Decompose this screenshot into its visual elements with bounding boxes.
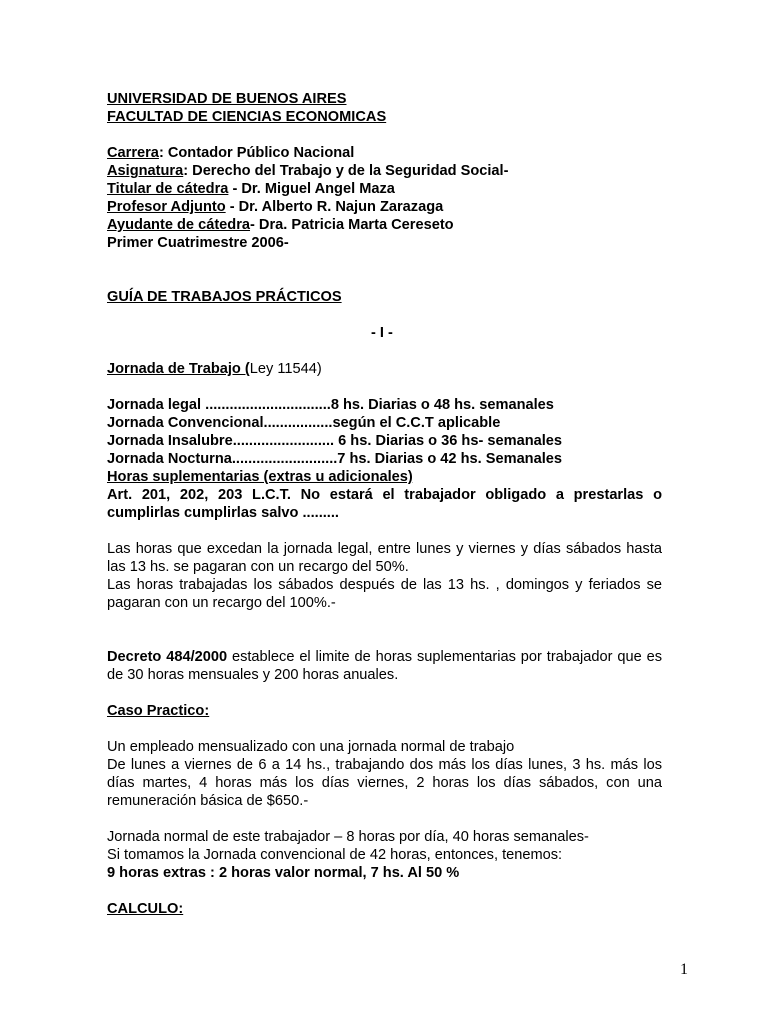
jornada-title: Jornada de Trabajo ( <box>107 361 250 377</box>
caso-normal-line: Jornada normal de este trabajador – 8 horas por día, 40 horas semanales- <box>107 829 589 845</box>
caso-title: Caso Practico: <box>107 703 210 719</box>
calculo-title: CALCULO: <box>107 901 184 917</box>
jornada-legal-line: Jornada legal ...............................8 hs. Diarias o 48 hs. semanales <box>107 397 554 413</box>
articles-paragraph: Art. 201, 202, 203 L.C.T. No estará el trabajador obligado a prestarlas o cumplirlas cumplirlas salvo ......... <box>107 487 662 521</box>
asignatura-label: Asignatura <box>107 163 184 179</box>
overtime-paragraph-1: Las horas que excedan la jornada legal, entre lunes y viernes y días sábados hasta las 13 hs. se pagaran con un recargo del 50%. <box>107 541 662 575</box>
guide-title: GUÍA DE TRABAJOS PRÁCTICOS <box>107 289 342 305</box>
caso-convencional-line: Si tomamos la Jornada convencional de 42 horas, entonces, tenemos: <box>107 847 563 863</box>
caso-extras-line: 9 horas extras : 2 horas valor normal, 7 hs. Al 50 % <box>107 865 460 881</box>
decreto-paragraph <box>107 648 662 684</box>
period-line: Primer Cuatrimestre 2006- <box>107 235 289 251</box>
titular-value: - Dr. Miguel Angel Maza <box>228 181 395 197</box>
jornada-law: Ley 11544) <box>249 361 322 377</box>
adjunto-value: - Dr. Alberto R. Najun Zarazaga <box>225 199 444 215</box>
jornada-convencional-line: Jornada Convencional.................según el C.C.T aplicable <box>107 415 501 431</box>
faculty-name: FACULTAD DE CIENCIAS ECONOMICAS <box>107 109 387 125</box>
carrera-value: : Contador Público Nacional <box>158 145 355 161</box>
jornada-title-line <box>107 360 718 378</box>
titular-line <box>107 180 718 198</box>
suplementarias-title: Horas suplementarias (extras u adicionales) <box>107 469 413 485</box>
decreto-label: Decreto 484/2000 <box>107 649 228 665</box>
asignatura-value: : Derecho del Trabajo y de la Seguridad Social- <box>183 163 509 179</box>
caso-line-1: Un empleado mensualizado con una jornada normal de trabajo <box>107 739 515 755</box>
jornada-nocturna-line: Jornada Nocturna..........................7 hs. Diarias o 42 hs. Semanales <box>107 451 563 467</box>
adjunto-line <box>107 198 718 216</box>
university-name: UNIVERSIDAD DE BUENOS AIRES <box>107 91 347 107</box>
asignatura-line <box>107 162 718 180</box>
caso-paragraph: De lunes a viernes de 6 a 14 hs., trabajando dos más los días lunes, 3 hs. más los días martes, 4 horas más los días viernes, 2 horas los días sábados, con una remuneración básica de $650.- <box>107 757 662 809</box>
ayudante-line <box>107 216 718 234</box>
carrera-line <box>107 144 718 162</box>
titular-label: Titular de cátedra <box>107 181 229 197</box>
ayudante-value: - Dra. Patricia Marta Cereseto <box>250 217 454 233</box>
decreto-text: establece el limite de horas suplementarias por trabajador que es de 30 horas mensuales y 200 horas anuales. <box>107 649 662 683</box>
jornada-insalubre-line: Jornada Insalubre......................... 6 hs. Diarias o 36 hs- semanales <box>107 433 563 449</box>
ayudante-label: Ayudante de cátedra <box>107 217 251 233</box>
section-numeral: - I - <box>371 325 393 341</box>
page-number: 1 <box>680 961 688 978</box>
overtime-paragraph-2: Las horas trabajadas los sábados después de las 13 hs. , domingos y feriados se pagaran con un recargo del 100%.- <box>107 577 662 611</box>
adjunto-label: Profesor Adjunto <box>107 199 226 215</box>
carrera-label: Carrera <box>107 145 159 161</box>
